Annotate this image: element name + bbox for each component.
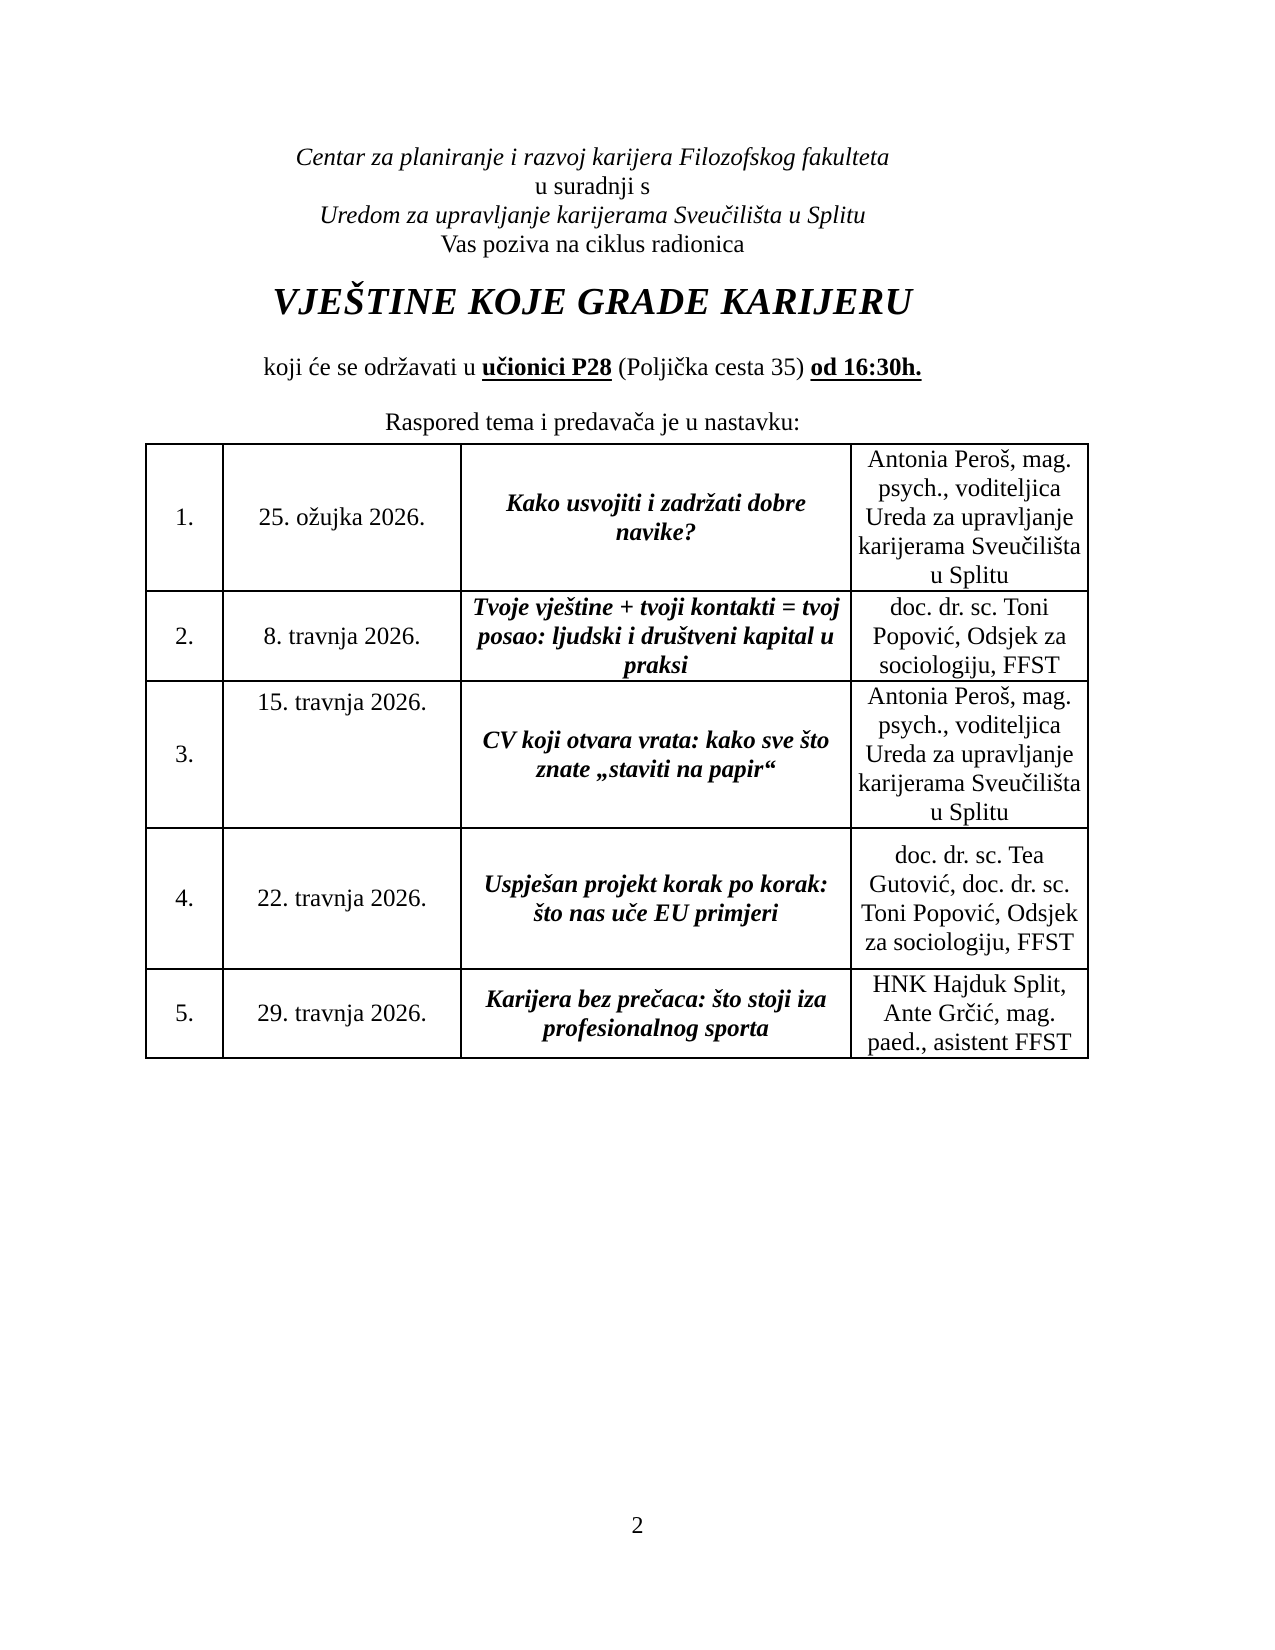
row-topic: Tvoje vještine + tvoji kontakti = tvoj posao: ljudski i društveni kapital u praksi [461,591,851,681]
schedule-table [145,443,1089,1059]
venue-address: (Poljička cesta 35) [611,354,811,381]
collaboration-line: u suradnji s [534,173,651,200]
venue-prefix: koji će se održavati u [263,354,483,381]
row-date: 25. ožujka 2026. [223,444,461,591]
row-speaker: doc. dr. sc. Toni Popović, Odsjek za sociologiju, FFST [851,591,1088,681]
row-topic: CV koji otvara vrata: kako sve što znate „staviti na papir“ [461,681,851,828]
row-number: 1. [146,444,223,591]
table-intro: Raspored tema i predavača je u nastavku: [384,409,801,436]
row-topic: Uspješan projekt korak po korak: što nas uče EU primjeri [461,828,851,969]
row-speaker: Antonia Peroš, mag. psych., voditeljica Ureda za upravljanje karijerama Sveučilišta u Splitu [851,444,1088,591]
row-date: 22. travnja 2026. [223,828,461,969]
invitation-line: Vas poziva na ciklus radionica [440,231,745,258]
row-date: 15. travnja 2026. [223,681,461,828]
row-speaker: Antonia Peroš, mag. psych., voditeljica Ureda za upravljanje karijerama Sveučilišta u Splitu [851,681,1088,828]
row-date: 29. travnja 2026. [223,969,461,1058]
row-date: 8. travnja 2026. [223,591,461,681]
row-number: 2. [146,591,223,681]
page-title: VJEŠTINE KOJE GRADE KARIJERU [272,281,913,323]
row-speaker: HNK Hajduk Split, Ante Grčić, mag. paed., asistent FFST [851,969,1088,1058]
row-topic: Karijera bez prečaca: što stoji iza profesionalnog sporta [461,969,851,1058]
row-topic: Kako usvojiti i zadržati dobre navike? [461,444,851,591]
venue-room: učionici P28 [482,354,612,381]
row-speaker: doc. dr. sc. Tea Gutović, doc. dr. sc. Toni Popović, Odsjek za sociologiju, FFST [851,828,1088,969]
row-number: 4. [146,828,223,969]
row-number: 3. [146,681,223,828]
venue-line [150,351,1035,385]
venue-time: od 16:30h. [810,354,922,381]
organizer-line: Centar za planiranje i razvoj karijera Filozofskog fakulteta [295,144,890,171]
office-line: Uredom za upravljanje karijerama Sveučilišta u Splitu [319,202,866,229]
page-number: 2 [631,1513,644,1539]
schedule-row [146,591,1088,681]
schedule-row [146,681,1088,828]
row-number: 5. [146,969,223,1058]
document-header [150,143,1035,437]
schedule-row [146,444,1088,591]
schedule-row [146,969,1088,1058]
schedule-row [146,828,1088,969]
